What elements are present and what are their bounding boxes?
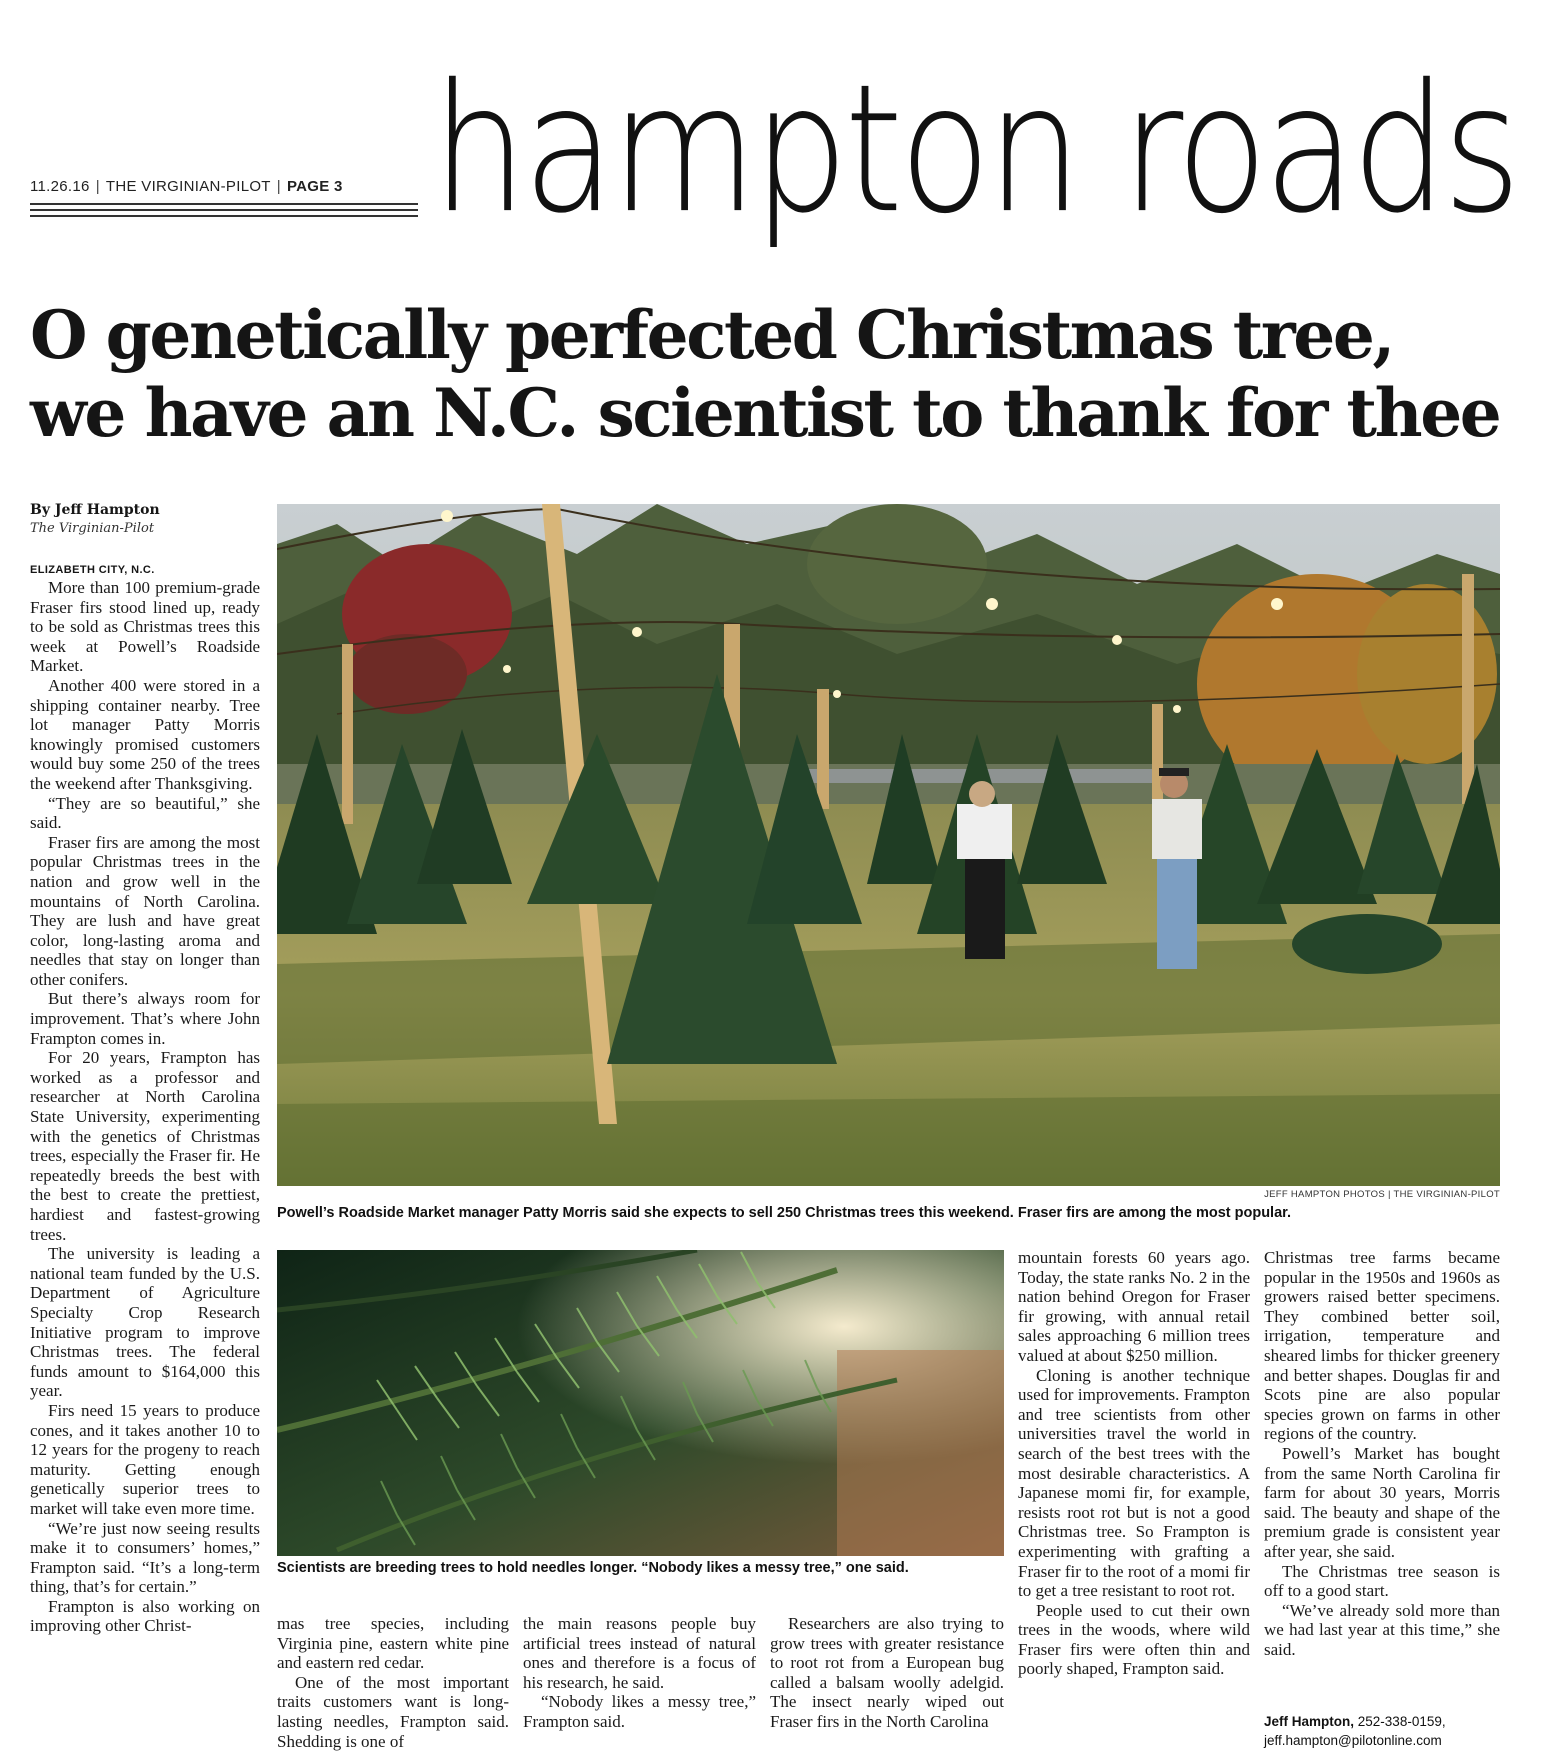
paragraph: mas tree species, including Virginia pine, eastern white pine and eastern red cedar. — [277, 1614, 509, 1673]
contact-phone: 252-338-0159, — [1357, 1714, 1446, 1729]
author-contact — [1264, 1712, 1554, 1750]
paragraph: Firs need 15 years to produce cones, and it takes another 10 to 12 years for the progeny to reach maturity. Getting enough genetically superior trees to market will take even more time. — [30, 1400, 260, 1518]
section-title: hampton roads — [432, 47, 1518, 253]
folio-line: 11.26.16 | THE VIRGINIAN-PILOT | PAGE 3 — [30, 178, 343, 195]
article-column-3 — [523, 1614, 756, 1757]
byline-author: By Jeff Hampton — [30, 502, 160, 518]
issue-date: 11.26.16 — [30, 178, 90, 195]
photo-caption-second: Scientists are breeding trees to hold needles longer. “Nobody likes a messy tree,” one said. — [277, 1560, 909, 1576]
folio-rules — [30, 203, 418, 225]
article-column-6 — [1264, 1248, 1500, 1698]
paragraph: “Nobody likes a messy tree,” Frampton said. — [523, 1692, 756, 1731]
paragraph: But there’s always room for improvement. That’s where John Frampton comes in. — [30, 989, 260, 1048]
photo-credit: JEFF HAMPTON PHOTOS | THE VIRGINIAN-PILOT — [1264, 1189, 1500, 1200]
paragraph: Cloning is another technique used for improvements. Frampton and tree scientists from other universities travel the world in search of the best trees with the most desirable characteristics. A Japanese momi fir, for example, resists root rot but is not a good Christmas tree. So Frampton is experimenting with grafting a Fraser fir to the root of a momi fir to get a tree resistant to root rot. — [1018, 1365, 1250, 1601]
article-column-1 — [30, 578, 260, 1757]
paragraph: mountain forests 60 years ago. Today, the state ranks No. 2 in the nation behind Oregon for Fraser fir growing, with annual retail sales approaching 6 million trees valued at about $250 million. — [1018, 1248, 1250, 1365]
byline-publication: The Virginian-Pilot — [30, 521, 155, 536]
paragraph: Christmas tree farms became popular in the 1950s and 1960s as growers raised better specimens. They combined better soil, irrigation, temperature and sheared limbs for thicker greenery and better shapes. Douglas fir and Scots pine are also popular species grown on farms in other regions of the country. — [1264, 1248, 1500, 1444]
paragraph: More than 100 premium-grade Fraser firs stood lined up, ready to be sold as Christmas trees this week at Powell’s Roadside Market. — [30, 578, 260, 676]
paragraph: The university is leading a national team funded by the U.S. Department of Agriculture Specialty Crop Research Initiative program to improve Christmas trees. The federal funds amount to $164,000 this year. — [30, 1244, 260, 1401]
paragraph: For 20 years, Frampton has worked as a professor and researcher at North Carolina State University, experimenting with the genetics of Christmas trees, especially the Fraser fir. He repeatedly breeds the best with the best to create the prettiest, hardiest and fastest-growing trees. — [30, 1048, 260, 1244]
article-column-2 — [277, 1614, 509, 1757]
paragraph: People used to cut their own trees in the woods, where wild Fraser firs were often thin and poorly shaped, Frampton said. — [1018, 1600, 1250, 1679]
paragraph: Fraser firs are among the most popular Christmas trees in the nation and grow well in the mountains of North Carolina. They are lush and have great color, long-lasting aroma and needles that stay on longer than other conifers. — [30, 832, 260, 989]
paragraph: Powell’s Market has bought from the same North Carolina fir farm for about 30 years, Morris said. The beauty and shape of the premium grade is consistent year after year, she said. — [1264, 1443, 1500, 1561]
paragraph: The Christmas tree season is off to a good start. — [1264, 1561, 1500, 1601]
article-column-5 — [1018, 1248, 1250, 1757]
headline — [30, 296, 1540, 452]
tree-lot-photo — [277, 504, 1500, 1186]
paragraph: “We’re just now seeing results make it to consumers’ homes,” Frampton said. “It’s a long-term thing, that’s for certain.” — [30, 1518, 260, 1597]
article-column-4 — [770, 1614, 1004, 1757]
photo-caption-main: Powell’s Roadside Market manager Patty Morris said she expects to sell 250 Christmas trees this weekend. Fraser firs are among the most popular. — [277, 1205, 1292, 1221]
paragraph: “They are so beautiful,” she said. — [30, 793, 260, 833]
paragraph: Another 400 were stored in a shipping container nearby. Tree lot manager Patty Morris knowingly promised customers would buy some 250 of the trees the weekend after Thanksgiving. — [30, 675, 260, 793]
page-number: PAGE 3 — [286, 178, 343, 195]
dateline: ELIZABETH CITY, N.C. — [30, 564, 155, 576]
paragraph: Researchers are also trying to grow trees with greater resistance to root rot from a European bug called a balsam woolly adelgid. The insect nearly wiped out Fraser firs in the North Carolina — [770, 1614, 1004, 1731]
paragraph: “We’ve already sold more than we had last year at this time,” she said. — [1264, 1600, 1500, 1659]
contact-email[interactable]: jeff.hampton@pilotonline.com — [1264, 1733, 1442, 1748]
fir-needles-photo — [277, 1250, 1004, 1556]
paper-name: THE VIRGINIAN-PILOT — [105, 178, 271, 195]
paragraph: Frampton is also working on improving other Christ- — [30, 1596, 260, 1636]
paragraph: One of the most important traits customers want is long-lasting needles, Frampton said. Shedding is one of — [277, 1672, 509, 1751]
contact-name: Jeff Hampton, — [1264, 1714, 1355, 1729]
headline-line-1: O genetically perfected Christmas tree, — [30, 296, 1394, 374]
paragraph: the main reasons people buy artificial trees instead of natural ones and therefore is a focus of his research, he said. — [523, 1614, 756, 1692]
headline-line-2: we have an N.C. scientist to thank for thee — [30, 374, 1500, 452]
